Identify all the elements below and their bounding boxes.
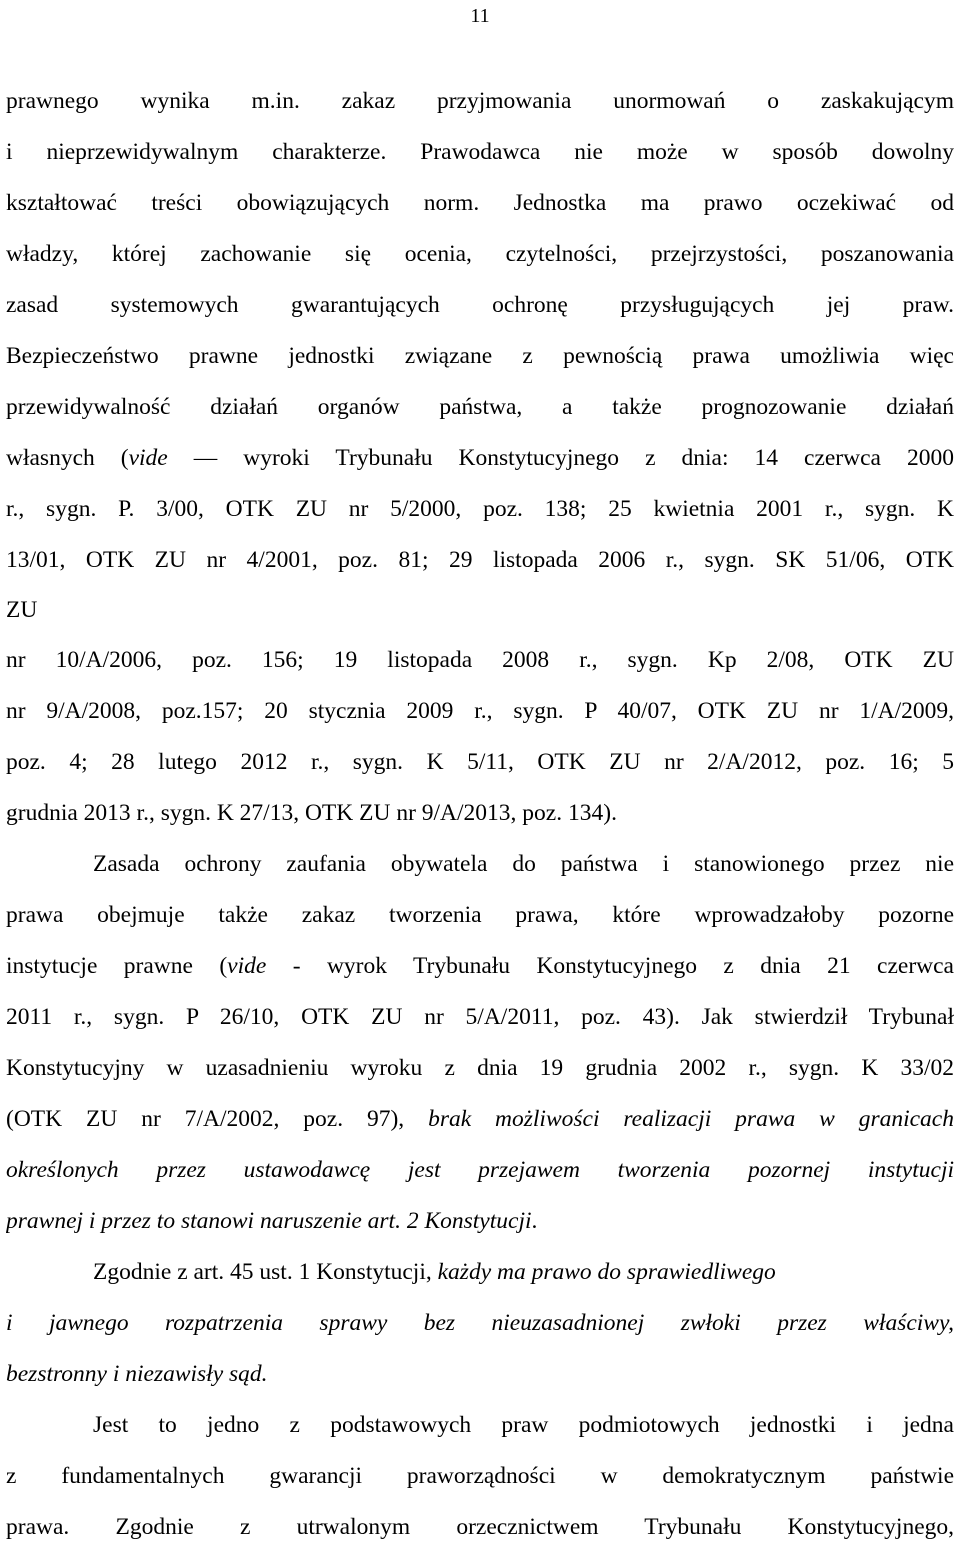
text-segment: Zasada ochrony zaufania obywatela do państwa i stanowionego przez nie — [93, 851, 954, 877]
text-line — [6, 941, 954, 992]
text-segment: poz. 4; 28 lutego 2012 r., sygn. K 5/11, OTK ZU nr 2/A/2012, poz. 16; 5 — [6, 749, 954, 775]
text-segment: nr 10/A/2006, poz. 156; 19 listopada 2008 r., sygn. Kp 2/08, OTK ZU — [6, 647, 954, 673]
text-segment: prawa obejmuje także zakaz tworzenia prawa, które wprowadzałoby pozorne — [6, 902, 954, 928]
text-line — [6, 535, 954, 586]
text-line — [6, 737, 954, 788]
text-segment: ZU — [6, 597, 38, 623]
text-segment: instytucje prawne ( — [6, 953, 228, 979]
text-line — [6, 280, 954, 331]
text-line — [6, 1502, 954, 1553]
text-segment: - wyrok Trybunału Konstytucyjnego z dnia 21 czerwca — [266, 953, 954, 979]
text-line — [6, 788, 954, 839]
text-segment: władzy, której zachowanie się ocenia, czytelności, przejrzystości, poszanowania — [6, 241, 954, 267]
text-segment: 13/01, OTK ZU nr 4/2001, poz. 81; 29 listopada 2006 r., sygn. SK 51/06, OTK — [6, 547, 954, 573]
text-line — [6, 1298, 954, 1349]
text-segment: Jest to jedno z podstawowych praw podmiotowych jednostki i jedna — [93, 1412, 954, 1438]
text-segment: Bezpieczeństwo prawne jednostki związane z pewnością prawa umożliwia więc — [6, 343, 954, 369]
text-segment: i nieprzewidywalnym charakterze. Prawodawca nie może w sposób dowolny — [6, 139, 954, 165]
italic-text: i jawnego rozpatrzenia sprawy bez nieuzasadnionej zwłoki przez właściwy, — [6, 1310, 954, 1336]
text-line — [6, 890, 954, 941]
text-segment: . — [531, 1208, 538, 1234]
italic-text: brak możliwości realizacji prawa w granicach — [428, 1106, 954, 1132]
text-segment: grudnia 2013 r., sygn. K 27/13, OTK ZU nr 9/A/2013, poz. 134). — [6, 800, 617, 826]
text-segment: kształtować treści obowiązujących norm. Jednostka ma prawo oczekiwać od — [6, 190, 954, 216]
italic-text: bezstronny i niezawisły sąd. — [6, 1361, 268, 1387]
text-line — [6, 229, 954, 280]
text-line — [6, 1094, 954, 1145]
text-line — [6, 331, 954, 382]
text-line — [6, 433, 954, 484]
body-text — [6, 76, 954, 1553]
text-segment: prawnego wynika m.in. zakaz przyjmowania unormowań o zaskakującym — [6, 88, 954, 114]
text-line — [6, 586, 954, 635]
italic-text: vide — [128, 445, 168, 471]
text-line — [6, 635, 954, 686]
text-line — [6, 839, 954, 890]
text-line — [6, 1451, 954, 1502]
italic-text: prawnej i przez to stanowi naruszenie art. 2 Konstytucji — [6, 1208, 532, 1234]
text-segment: zasad systemowych gwarantujących ochronę przysługujących jej praw. — [6, 292, 954, 318]
italic-text: każdy ma prawo do sprawiedliwego — [437, 1259, 776, 1285]
text-line — [6, 1349, 954, 1400]
text-line — [6, 992, 954, 1043]
text-segment: prawa. Zgodnie z utrwalonym orzecznictwem Trybunału Konstytucyjnego, — [6, 1514, 954, 1540]
text-line — [6, 178, 954, 229]
text-line — [6, 1043, 954, 1094]
text-line — [6, 1196, 954, 1247]
text-segment: (OTK ZU nr 7/A/2002, poz. 97), — [6, 1106, 429, 1132]
text-segment: nr 9/A/2008, poz.157; 20 stycznia 2009 r., sygn. P 40/07, OTK ZU nr 1/A/2009, — [6, 698, 954, 724]
page-number: 11 — [470, 5, 490, 27]
text-line — [6, 1145, 954, 1196]
text-line — [6, 1247, 954, 1298]
text-line — [6, 76, 954, 127]
text-segment: Zgodnie z art. 45 ust. 1 Konstytucji, — [93, 1259, 438, 1285]
text-segment: r., sygn. P. 3/00, OTK ZU nr 5/2000, poz. 138; 25 kwietnia 2001 r., sygn. K — [6, 496, 954, 522]
text-line — [6, 127, 954, 178]
text-segment: własnych ( — [6, 445, 129, 471]
text-segment: 2011 r., sygn. P 26/10, OTK ZU nr 5/A/2011, poz. 43). Jak stwierdził Trybunał — [6, 1004, 954, 1030]
text-line — [6, 1400, 954, 1451]
text-line — [6, 382, 954, 433]
text-segment: Konstytucyjny w uzasadnieniu wyroku z dnia 19 grudnia 2002 r., sygn. K 33/02 — [6, 1055, 954, 1081]
text-segment: — wyroki Trybunału Konstytucyjnego z dnia: 14 czerwca 2000 — [167, 445, 954, 471]
text-segment: z fundamentalnych gwarancji praworządności w demokratycznym państwie — [6, 1463, 954, 1489]
italic-text: vide — [227, 953, 267, 979]
italic-text: określonych przez ustawodawcę jest przejawem tworzenia pozornej instytucji — [6, 1157, 954, 1183]
text-segment: przewidywalność działań organów państwa, a także prognozowanie działań — [6, 394, 954, 420]
text-line — [6, 484, 954, 535]
text-line — [6, 686, 954, 737]
